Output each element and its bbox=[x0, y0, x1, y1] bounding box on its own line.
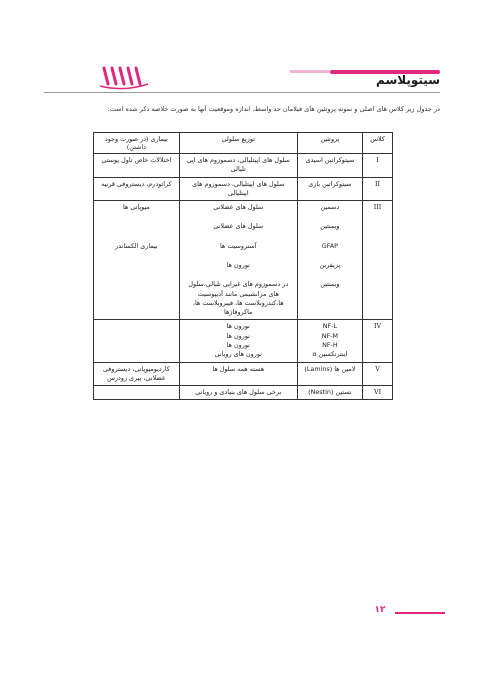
class-cell: IV bbox=[363, 320, 393, 362]
disease-cell bbox=[94, 320, 180, 362]
distribution-cell: سلول های اپیتلیالی، دسموزوم های اپی تلیالی bbox=[179, 154, 297, 178]
class-cell: VI bbox=[363, 386, 393, 400]
protein-cell: نستین (Nestin) bbox=[297, 386, 362, 400]
disease-cell: اختلالات خاص تاول پوستی bbox=[94, 154, 180, 178]
header-protein: پروتئین bbox=[297, 133, 362, 154]
chapter-logo-icon bbox=[94, 60, 154, 90]
disease-cell bbox=[94, 386, 180, 400]
protein-cell: NF-L NF-M NF-H اینترنکسین α bbox=[297, 320, 362, 362]
table-row bbox=[94, 177, 393, 201]
header-accent-light bbox=[290, 70, 330, 73]
distribution-cell: برخی سلول های بنیادی و رویانی bbox=[179, 386, 297, 400]
class-cell: II bbox=[363, 177, 393, 201]
header-disease: بیماری (در صورت وجود داشتن) bbox=[94, 133, 180, 154]
page-number: ١٢ bbox=[374, 605, 386, 615]
disease-cell: کاردیومیوپاتی، دیستروفی عضلانی، پیری زودرس bbox=[94, 362, 180, 386]
class-cell: V bbox=[363, 362, 393, 386]
table-row bbox=[94, 386, 393, 400]
class-cell: III bbox=[363, 201, 393, 320]
protein-cell: لامین ها (Lamins) bbox=[297, 362, 362, 386]
intro-paragraph: در جدول زیر کلاس های اصلی و نمونه پروتئین های فیلامان حد واسط، اندازه وموقعیت آنها به صورت خلاصه ذکر شده است: bbox=[107, 105, 440, 113]
page-title: سیتوپلاسم bbox=[376, 73, 440, 87]
disease-cell: میوپاتی ها بیماری الکساندر bbox=[94, 201, 180, 320]
table-header-row bbox=[94, 133, 393, 154]
protein-cell: سیتوکراتین بازی bbox=[297, 177, 362, 201]
distribution-cell: هسته همه سلول ها bbox=[179, 362, 297, 386]
intermediate-filaments-table bbox=[93, 132, 393, 400]
header-distribution: توزیع سلولی bbox=[179, 133, 297, 154]
header-class: کلاس bbox=[363, 133, 393, 154]
class-cell: I bbox=[363, 154, 393, 178]
distribution-cell: سلول های اپیتلیالی، دسموزوم های اپیتلیالی bbox=[179, 177, 297, 201]
protein-cell: دسمین ویمنتین GFAP پریفرین ویمنتین bbox=[297, 201, 362, 320]
distribution-cell: نورون ها نورون ها نورون ها نورون های رویانی bbox=[179, 320, 297, 362]
protein-cell: سیتوکراتین اسیدی bbox=[297, 154, 362, 178]
table-row bbox=[94, 201, 393, 320]
table-row bbox=[94, 320, 393, 362]
header-divider bbox=[44, 92, 440, 93]
table-row bbox=[94, 362, 393, 386]
distribution-cell: سلول های عضلانی سلول های عضلانی آستروسیت ها نورون ها در دسموزوم های غیراپی تلیالی،سلول های مزانشیمی مانند آدیپوسیت ها،کندروبلاست ها، فیبروبلاست ها، ماکروفاژها bbox=[179, 201, 297, 320]
disease-cell: کراتودرم، دیستروفی قرنیه bbox=[94, 177, 180, 201]
footer-accent-line bbox=[395, 612, 445, 614]
table-row bbox=[94, 154, 393, 178]
